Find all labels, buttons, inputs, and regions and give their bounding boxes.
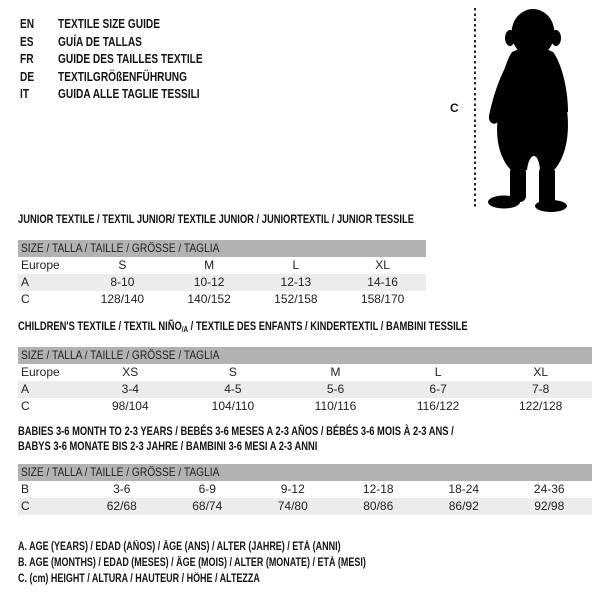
table-row bbox=[18, 291, 426, 308]
table-cell: 9-12 bbox=[280, 482, 305, 496]
table-cell: 140/152 bbox=[187, 292, 231, 306]
junior-table-title: JUNIOR TEXTILE / TEXTIL JUNIOR/ TEXTILE JUNIOR / JUNIORTEXTIL / JUNIOR TESSILE bbox=[18, 212, 414, 226]
table-cell: 74/80 bbox=[277, 499, 308, 513]
size-header-bar: SIZE / TALLA / TAILLE / GRÖSSE / TAGLIA bbox=[18, 347, 592, 364]
table-cell: XS bbox=[122, 365, 139, 379]
language-row bbox=[20, 50, 243, 68]
language-code: ES bbox=[20, 33, 34, 49]
table-cell: 12-13 bbox=[280, 275, 312, 289]
size-header-bar: SIZE / TALLA / TAILLE / GRÖSSE / TAGLIA bbox=[18, 240, 426, 257]
babies-table-title-line2: BABYS 3-6 MONATE BIS 2-3 JAHRE / BAMBINI 3-6 MESI A 2-3 ANNI bbox=[18, 439, 318, 453]
table-cell: 122/128 bbox=[518, 399, 563, 413]
language-code: EN bbox=[20, 16, 35, 32]
junior-textile-table bbox=[18, 212, 426, 308]
height-measure-label: C bbox=[450, 101, 459, 115]
table-cell: 3-4 bbox=[121, 382, 139, 396]
table-cell: 4-5 bbox=[224, 382, 242, 396]
guide-title-fr: GUIDE DES TAILLES TEXTILE bbox=[58, 51, 203, 67]
table-cell: 98/104 bbox=[111, 399, 149, 413]
table-cell: M bbox=[330, 365, 341, 379]
table-cell: M bbox=[204, 258, 215, 272]
table-cell: 128/140 bbox=[100, 292, 145, 306]
row-label-cell: C bbox=[21, 292, 30, 306]
table-row bbox=[18, 398, 592, 415]
babies-textile-table bbox=[18, 424, 592, 515]
table-cell: 5-6 bbox=[326, 382, 345, 396]
table-row bbox=[18, 498, 592, 515]
table-cell: 6-9 bbox=[198, 482, 216, 496]
size-header-bar: SIZE / TALLA / TAILLE / GRÖSSE / TAGLIA bbox=[18, 464, 592, 481]
language-row bbox=[20, 85, 243, 103]
table-cell: L bbox=[434, 365, 442, 379]
table-cell: 12-18 bbox=[362, 482, 394, 496]
table-cell: 8-10 bbox=[110, 275, 135, 289]
table-cell: 86/92 bbox=[448, 499, 479, 513]
language-code: DE bbox=[20, 68, 35, 84]
legend-line-b: B. AGE (MONTHS) / EDAD (MESES) / ÂGE (MOIS) / ALTER (MONATE) / ETÀ (MESI) bbox=[18, 557, 366, 569]
legend-line-a: A. AGE (YEARS) / EDAD (AÑOS) / ÂGE (ANS) / ALTER (JAHRE) / ETÀ (ANNI) bbox=[18, 541, 341, 553]
table-cell: L bbox=[292, 258, 300, 272]
guide-title-es: GUÍA DE TALLAS bbox=[58, 33, 142, 49]
row-label-cell: A bbox=[21, 382, 30, 396]
row-label-cell: A bbox=[21, 275, 30, 289]
childrens-table-title: CHILDREN'S TEXTILE / TEXTIL NIÑO/A / TEXTILE DES ENFANTS / KINDERTEXTIL / BAMBINI TESSILE bbox=[18, 319, 468, 334]
row-label-cell: Europe bbox=[21, 365, 60, 379]
table-cell: 116/122 bbox=[416, 399, 460, 413]
table-cell: 158/170 bbox=[360, 292, 405, 306]
table-cell: 14-16 bbox=[367, 275, 398, 289]
babies-table-title-line1: BABIES 3-6 MONTH TO 2-3 YEARS / BEBÉS 3-6 MESES A 2-3 AÑOS / BÉBÉS 3-6 MOIS À 2-3 ANS / bbox=[18, 424, 454, 438]
language-code: IT bbox=[20, 86, 30, 102]
table-cell: 62/68 bbox=[106, 499, 137, 513]
table-cell: XL bbox=[375, 258, 390, 272]
table-cell: 6-7 bbox=[429, 382, 447, 396]
table-row bbox=[18, 364, 592, 381]
table-row bbox=[18, 274, 426, 291]
toddler-silhouette-icon bbox=[481, 6, 589, 212]
table-row bbox=[18, 481, 592, 498]
guide-title-de: TEXTILGRÖßENFÜHRUNG bbox=[58, 68, 188, 84]
table-row bbox=[18, 257, 426, 274]
table-cell: 10-12 bbox=[193, 275, 225, 289]
row-label-cell: B bbox=[21, 482, 30, 496]
language-row bbox=[20, 33, 243, 51]
table-cell: 24-36 bbox=[533, 482, 565, 496]
table-cell: 18-24 bbox=[448, 482, 480, 496]
measurement-legend bbox=[18, 539, 464, 587]
table-cell: 152/158 bbox=[274, 292, 318, 306]
childrens-textile-table bbox=[18, 319, 592, 415]
table-cell: 3-6 bbox=[113, 482, 131, 496]
language-row bbox=[20, 68, 243, 86]
table-cell: S bbox=[118, 258, 127, 272]
row-label-cell: C bbox=[21, 499, 30, 513]
table-cell: 7-8 bbox=[532, 382, 550, 396]
table-cell: 110/116 bbox=[314, 399, 357, 413]
row-label-cell: Europe bbox=[21, 258, 60, 272]
row-label-cell: C bbox=[21, 399, 30, 413]
table-cell: 104/110 bbox=[211, 399, 255, 413]
language-title-block bbox=[20, 15, 243, 103]
table-cell: XL bbox=[533, 365, 549, 379]
guide-title-en: TEXTILE SIZE GUIDE bbox=[58, 16, 160, 32]
table-cell: 80/86 bbox=[363, 499, 394, 513]
language-code: FR bbox=[20, 51, 34, 67]
guide-title-it: GUIDA ALLE TAGLIE TESSILI bbox=[58, 86, 200, 102]
table-cell: 92/98 bbox=[534, 499, 565, 513]
legend-line-c: C. (cm) HEIGHT / ALTURA / HAUTEUR / HÖHE / ALTEZZA bbox=[18, 573, 260, 585]
table-cell: S bbox=[228, 365, 237, 379]
height-measure-dashed-line bbox=[474, 8, 476, 208]
table-cell: 68/74 bbox=[192, 499, 223, 513]
table-row bbox=[18, 381, 592, 398]
language-row bbox=[20, 15, 243, 33]
